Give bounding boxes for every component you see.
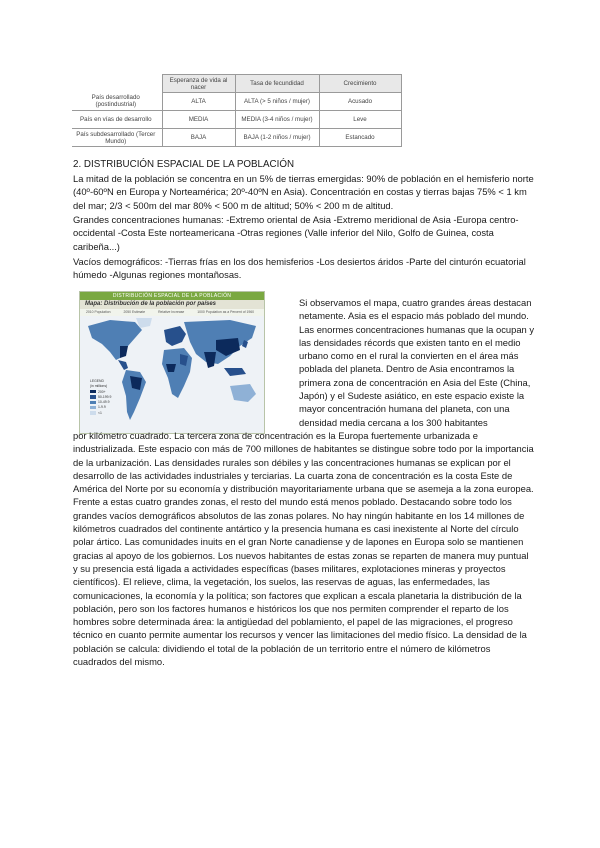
map-key: [90, 379, 111, 416]
cell-growth: Acusado: [319, 93, 401, 111]
key-swatch: [90, 411, 96, 415]
paragraph-concentration: La mitad de la población se concentra en un 5% de tierras emergidas: 90% de población en el hemisferio norte (40º-60ºN en Europa y Norteamérica; 20º-40ºN en Asia). Concentración en costas y tierras bajas 75% < 1 km del mar; 2/3 < 500m del mar 80% < 500 m de altitud; 50% < 200 m de altitud.: [73, 173, 534, 211]
paragraph-demographic-voids: Vacíos demográficos: -Tierras frías en los dos hemisferios -Los desiertos áridos -Parte del cinturón ecuatorial húmedo -Algunas regiones montañosas.: [73, 256, 526, 281]
cell-fertility: BAJA (1-2 niños / mujer): [235, 129, 319, 147]
row-label: País en vías de desarrollo: [72, 111, 162, 129]
key-label: 50-199.9: [98, 394, 112, 399]
paragraph-human-concentrations: Grandes concentraciones humanas: -Extremo oriental de Asia -Extremo meridional de Asia -Europa centro-occidental -Costa Este norteamericana -Otras regiones (Valle inferior del Nilo, Golfo de Guinea, costa caribeña...): [73, 214, 519, 252]
cell-fertility: MEDIA (3-4 niños / mujer): [235, 111, 319, 129]
key-swatch: [90, 406, 96, 410]
key-swatch: [90, 390, 96, 394]
cell-life: ALTA: [162, 93, 235, 111]
header-life-expectancy: Esperanza de vida al nacer: [162, 75, 235, 93]
key-label: 10-49.9: [98, 400, 110, 405]
section-heading: 2. DISTRIBUCIÓN ESPACIAL DE LA POBLACIÓN: [73, 159, 295, 170]
header-growth: Crecimiento: [319, 75, 401, 93]
paragraph-map-analysis: Si observamos el mapa, cuatro grandes áreas destacan netamente. Asia es el espacio más poblado del mundo. Las enormes concentraciones humanas que la ocupan y las densidades récords que existen tanto en el medio urbano como en el rural la convierten en el área más poblada del planeta. Dentro de Asia encontramos la primera zona de concentración en Asia del Este (China, Japón) y el Sudeste asiático, en este espacio existe la mayor concentración humana del planeta, con una densidad media cercana a los 300 habitantes: [299, 297, 535, 428]
key-label: 1-9.9: [98, 405, 106, 410]
cell-growth: Estancado: [319, 129, 401, 147]
cell-growth: Leve: [319, 111, 401, 129]
development-table: [72, 74, 402, 147]
key-item: [90, 411, 111, 416]
cell-fertility: ALTA (> 5 niños / mujer): [235, 93, 319, 111]
row-label: País subdesarrollado (Tercer Mundo): [72, 129, 162, 147]
row-label: País desarrollado (postindustrial): [72, 93, 162, 111]
table-corner: [72, 75, 162, 93]
table-row: [72, 93, 401, 111]
world-map-graphic: [80, 316, 265, 434]
map-top-legend: [80, 309, 264, 316]
key-swatch: [90, 395, 96, 399]
population-map-figure: [79, 291, 265, 434]
map-title: Mapa: Distribución de la población por países: [80, 300, 264, 309]
key-subtitle: (in millions): [90, 384, 108, 389]
paragraph-distribution-factors: por kilómetro cuadrado. La tercera zona de concentración es la Europa fuertemente urbanizada e industrializada. Este espacio con más de 700 millones de habitantes se distingue sobre todo por la importancia de la urbanización. Las densidades rurales son débiles y las concentraciones humanas se explican por el desarrollo de las actividades industriales y terciarias. La cuarta zona de concentración es la costa Este de América del Norte por su economía y distribución mayoritariamente urbana que se asemeja a la zona europea. Frente a estas cuatro grandes zonas, el resto del mundo está menos poblado. Destacando sobre todo los grandes vacíos demográficos absolutos de las zonas polares. No hay ningún habitante en los 14 millones de kilómetros cuadrados del continente antártico y la presencia humana es casi inexistente al Norte del círculo polar ártico. Las comunidades inuits en el gran Norte canadiense y de lapones en Europa solo se mantienen gracias al apoyo de los gobiernos. Los nuevos habitantes de estas zonas se reparten de manera muy puntual y su presencia está ligada a actividades específicas (bases militares, explotaciones mineras y proyectos científicos). El relieve, clima, la vegetación, los suelos, las reservas de aguas, las enfermedades, las comunicaciones, la economía y la política; son factores que explican a escala planetaria la distribución de la población, pero son los factores humanos e históricos los que nos permiten comprender el reparto de los hombres sobre determinada área: la antigüedad del poblamiento, el papel de las migraciones, el progreso técnico en cuanto permite aumentar los recursos y vencer las limitaciones del medio físico. La densidad de la población se calcula: dividiendo el total de la población de un territorio entre el número de kilómetros cuadrados del mismo.: [73, 430, 534, 668]
key-swatch: [90, 401, 96, 405]
map-legend-item: 2010 Population: [86, 310, 111, 314]
map-legend-item: Relative Increase: [158, 310, 185, 314]
key-label: 200+: [98, 389, 106, 394]
cell-life: MEDIA: [162, 111, 235, 129]
table-row: [72, 129, 401, 147]
table-row: [72, 111, 401, 129]
map-legend-item: 1000 Population as a Percent of 1960: [197, 310, 255, 314]
map-banner: DISTRIBUCIÓN ESPACIAL DE LA POBLACIÓN: [80, 292, 264, 300]
key-label: <1: [98, 410, 102, 415]
map-legend-item: 2050 Estimate: [123, 310, 146, 314]
key-title: LEGEND: [90, 379, 104, 383]
header-fertility: Tasa de fecundidad: [235, 75, 319, 93]
cell-life: BAJA: [162, 129, 235, 147]
